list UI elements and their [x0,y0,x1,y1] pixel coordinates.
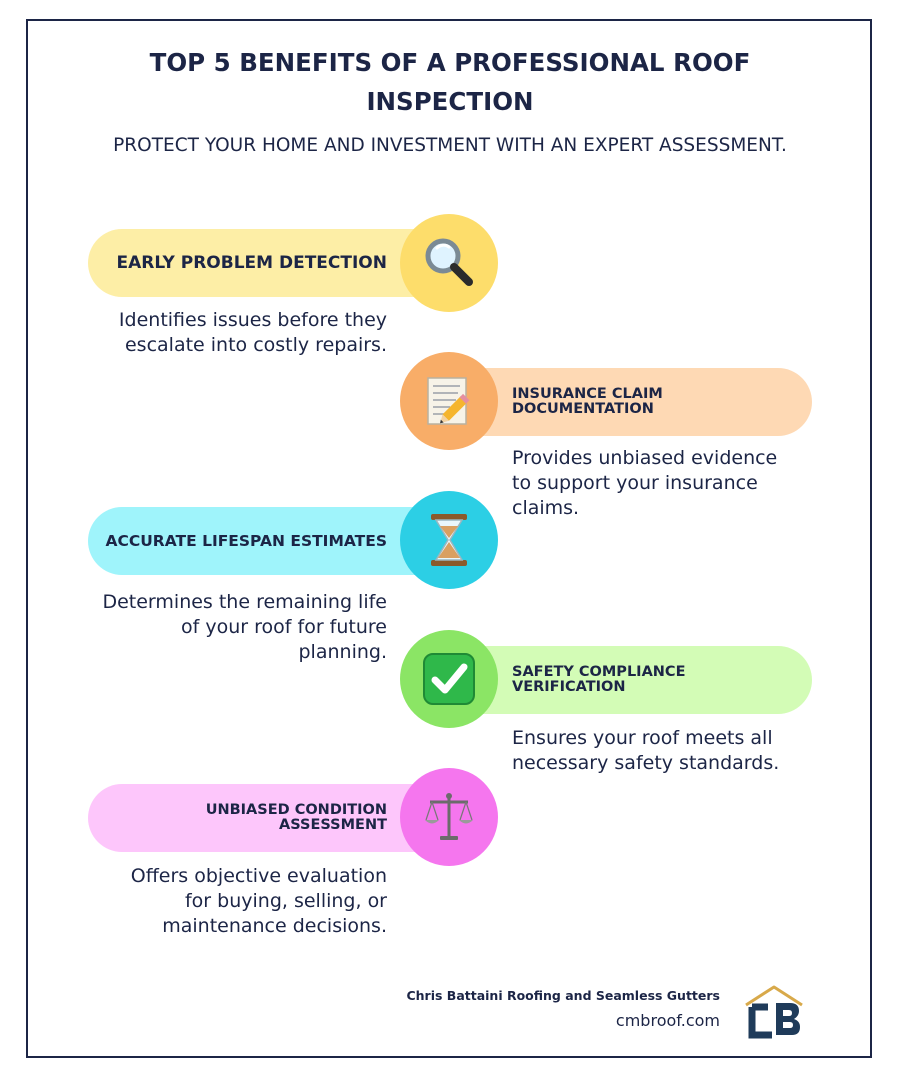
title-line-2: INSPECTION [366,87,534,116]
hourglass-icon [427,512,471,568]
footer-website: cmbroof.com [615,1011,720,1030]
benefit-3-description: Determines the remaining life of your roof for future planning. [102,591,387,663]
cb-house-logo [742,983,806,1039]
benefit-3-title: ACCURATE LIFESPAN ESTIMATES [105,532,387,550]
benefit-5-title: UNBIASED CONDITION ASSESSMENT [205,802,387,833]
benefit-5-description: Offers objective evaluation for buying, selling, or maintenance decisions. [130,865,387,937]
benefit-1-title: EARLY PROBLEM DETECTION [116,253,387,273]
benefit-2-description: Provides unbiased evidence to support your insurance claims. [512,447,778,519]
footer-company-name: Chris Battaini Roofing and Seamless Gutters [406,988,720,1003]
title-line-1: TOP 5 BENEFITS OF A PROFESSIONAL ROOF [149,48,751,77]
page-title [0,43,900,121]
benefit-4-title: SAFETY COMPLIANCE VERIFICATION [512,664,686,695]
benefit-3-circle [400,491,498,589]
balance-scale-icon [422,790,476,844]
benefit-2-title: INSURANCE CLAIM DOCUMENTATION [512,386,663,417]
check-mark-icon [422,652,476,706]
memo-pencil-icon [422,374,476,428]
benefit-4-description: Ensures your roof meets all necessary safety standards. [512,727,780,774]
magnifying-glass-icon [420,234,478,292]
benefit-5-circle [400,768,498,866]
benefit-4-circle [400,630,498,728]
benefit-2-circle [400,352,498,450]
benefit-1-circle [400,214,498,312]
page-subtitle: PROTECT YOUR HOME AND INVESTMENT WITH AN EXPERT ASSESSMENT. [113,135,787,156]
benefit-1-description: Identifies issues before they escalate into costly repairs. [118,309,387,356]
